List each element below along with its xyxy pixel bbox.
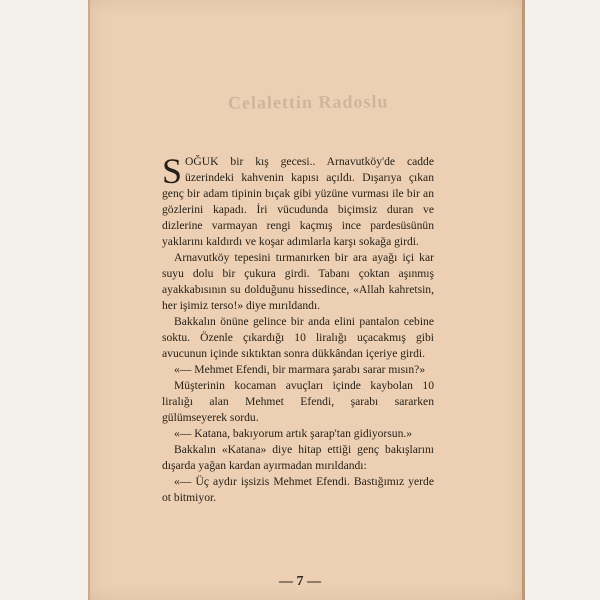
body-text bbox=[162, 151, 434, 506]
owner-stamp: Celalettin Radoslu bbox=[227, 91, 389, 113]
paragraph: Arnavutköy tepesini tırmanırken bir ara ayağı içi kar suyu dolu bir çukura girdi. Tabanı çoktan aşınmış ayakkabısının su dolduğunu hissedince, «Allah kahretsin, her işimiz terso!» diye mırıldandı. bbox=[162, 251, 434, 312]
paragraph: «— Katana, bakıyorum artık şarap'tan gidiyorsun.» bbox=[174, 427, 413, 440]
paragraph: «— Üç aydır işsizis Mehmet Efendi. Bastığımız yerde ot bitmiyor. bbox=[162, 475, 434, 504]
paragraph: «— Mehmet Efendi, bir marmara şarabı sarar mısın?» bbox=[174, 363, 426, 376]
paragraph: Bakkalın «Katana» diye hitap ettiği genç bakışlarını dışarda yağan kardan ayırmadan mırıldandı: bbox=[162, 443, 434, 472]
paragraph: Bakkalın önüne gelince bir anda elini pantalon cebine soktu. Özenle çıkardığı 10 liralığı uçacakmış gibi avucunun içinde sıktıktan sonra dükkândan içeriye girdi. bbox=[162, 315, 434, 360]
paragraph: SOĞUK bir kış gecesi.. Arnavutköy'de cadde üzerindeki kahvenin kapısı açıldı. Dışarıya çıkan genç bir adam tipinin bıçak gibi yüzüne vurması ile bir an gözlerini kapadı. İri vücudunda biçimsiz duran ve dizlerine varmayan rengi kaçmış ince pardesüsünün yaklarını kaldırdı ve koşar adımlarla karşı sokağa girdi. bbox=[162, 151, 434, 248]
drop-cap: S bbox=[162, 151, 183, 191]
page-number: — 7 — bbox=[279, 574, 321, 589]
paragraph: Müşterinin kocaman avuçları içinde kaybolan 10 liralığı alan Mehmet Efendi, şarabı sararken gülümseyerek sordu. bbox=[162, 379, 434, 424]
